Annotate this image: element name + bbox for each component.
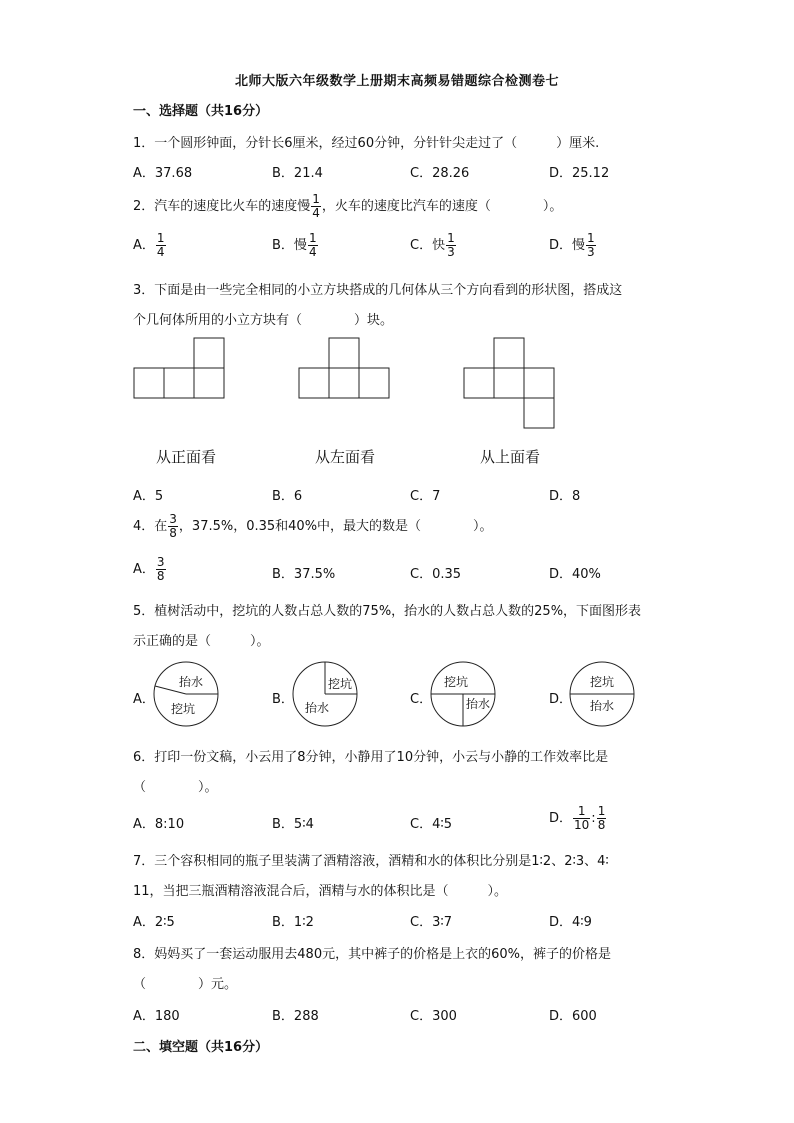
q1-option-b: B．21.4	[272, 166, 323, 181]
pie-c-label-dig: 挖坑	[444, 675, 469, 689]
q5-option-c-letter: C．	[410, 692, 433, 707]
top-view-label: 从上面看	[480, 448, 541, 466]
question-1-stem: 1．一个圆形钟面，分针长6厘米，经过60分钟，分针针尖走过了（ ）厘米.	[133, 136, 600, 151]
q6-option-d-letter: D．	[549, 811, 573, 826]
q2-option-c-den: 3	[447, 245, 455, 259]
q4-option-a-den: 8	[156, 569, 165, 583]
q6-option-d-num2: 1	[597, 804, 606, 818]
q5-option-a-letter: A．	[133, 692, 155, 707]
pie-b-label-dig: 挖坑	[328, 677, 353, 691]
q3-option-b: B．6	[272, 489, 303, 504]
q2-option-a-num: 1	[156, 231, 165, 245]
q2-frac-den: 4	[312, 206, 320, 220]
q7-option-b: B．1∶2	[272, 915, 314, 930]
pie-d-label-dig: 挖坑	[590, 675, 615, 689]
question-8-stem-line1: 8．妈妈买了一套运动服用去480元，其中裤子的价格是上衣的60%，裤子的价格是	[133, 947, 611, 962]
q2-option-c-letter: C．	[410, 238, 433, 253]
q8-option-c: C．300	[410, 1009, 457, 1024]
q6-option-c: C．4∶5	[410, 817, 453, 832]
q3-option-d: D．8	[549, 489, 581, 504]
pie-option-d	[570, 662, 634, 726]
q2-option-a-letter: A．	[133, 238, 155, 253]
q4-frac-num: 3	[169, 512, 177, 526]
q6-option-d-den1: 10	[574, 818, 590, 832]
question-6-stem-line2: （ ）。	[133, 780, 218, 795]
q2-option-b-prefix: 慢	[293, 238, 307, 253]
left-view-label: 从左面看	[315, 448, 376, 466]
q2-option-d-num: 1	[587, 231, 595, 245]
q2-frac-num: 1	[312, 192, 320, 206]
q3-option-c: C．7	[410, 489, 441, 504]
q1-option-d: D．25.12	[549, 166, 610, 181]
question-7-stem-line1: 7．三个容积相同的瓶子里装满了酒精溶液，酒精和水的体积比分别是1∶2、2∶3、4∶	[133, 854, 609, 869]
pie-a-label-carry: 抬水	[179, 675, 204, 689]
q2-option-b-num: 1	[308, 231, 317, 245]
q2-stem-part-b: ，火车的速度比汽车的速度（ ）。	[321, 199, 563, 214]
question-5-stem-line1: 5．植树活动中，挖坑的人数占总人数的75%，抬水的人数占总人数的25%，下面图形表	[133, 604, 642, 619]
question-8-stem-line2: （ ）元。	[133, 977, 238, 992]
pie-option-c	[431, 662, 495, 726]
question-7-stem-line2: 11，当把三瓶酒精溶液混合后，酒精与水的体积比是（ ）。	[133, 884, 508, 899]
q2-stem-part-a: 2．汽车的速度比火车的速度慢	[133, 199, 311, 214]
q4-option-c: C．0.35	[410, 567, 462, 582]
q4-option-a-letter: A．	[133, 562, 155, 577]
q4-stem-part-a: 4．在	[133, 519, 168, 534]
q6-option-d-den2: 8	[597, 818, 606, 832]
q7-option-a: A．2∶5	[133, 915, 175, 930]
q5-option-b-letter: B．	[272, 692, 294, 707]
pie-b-label-carry: 抬水	[305, 701, 330, 715]
q7-option-c: C．3∶7	[410, 915, 453, 930]
q5-option-d-letter: D．	[549, 692, 573, 707]
q2-option-c-num: 1	[447, 231, 455, 245]
q4-frac-den: 8	[169, 526, 177, 540]
front-view-label: 从正面看	[156, 448, 217, 466]
q6-option-d-fraction-1	[573, 805, 590, 832]
q4-stem-part-b: ，37.5%，0.35和40%中，最大的数是（ ）。	[178, 519, 493, 534]
pie-option-b	[293, 662, 357, 726]
q6-option-d	[549, 805, 607, 832]
pie-option-a	[154, 662, 218, 726]
q2-option-b-letter: B．	[272, 238, 294, 253]
pie-c-label-carry: 抬水	[466, 697, 491, 711]
q2-option-a-den: 4	[156, 245, 165, 259]
q6-option-a: A．8:10	[133, 817, 185, 832]
question-3-stem-line2: 个几何体所用的小立方块有（ ）块。	[133, 313, 394, 328]
question-3-stem-line1: 3．下面是由一些完全相同的小立方块搭成的几何体从三个方向看到的形状图，搭成这	[133, 283, 623, 298]
q7-option-d: D．4∶9	[549, 915, 592, 930]
question-6-stem-line1: 6．打印一份文稿，小云用了8分钟，小静用了10分钟，小云与小静的工作效率比是	[133, 750, 609, 765]
q8-option-b: B．288	[272, 1009, 319, 1024]
q6-option-d-fraction-2	[597, 805, 607, 832]
pie-d-label-carry: 抬水	[590, 699, 615, 713]
q1-option-c: C．28.26	[410, 166, 470, 181]
q4-option-b: B．37.5%	[272, 567, 336, 582]
pie-a-label-dig: 挖坑	[171, 702, 196, 716]
q2-option-d-letter: D．	[549, 238, 573, 253]
q6-option-d-num1: 1	[573, 805, 590, 819]
q4-option-a-num: 3	[156, 555, 165, 569]
q8-option-d: D．600	[549, 1009, 597, 1024]
section-heading-choice: 一、选择题（共16分）	[133, 104, 269, 119]
section-heading-fill-blank: 二、填空题（共16分）	[133, 1040, 269, 1055]
q2-option-c-prefix: 快	[432, 238, 446, 253]
q2-option-d-prefix: 慢	[572, 238, 586, 253]
q2-option-b-den: 4	[308, 245, 317, 259]
q6-option-b: B．5∶4	[272, 817, 314, 832]
q4-option-d: D．40%	[549, 567, 601, 582]
q2-option-d-den: 3	[587, 245, 595, 259]
q1-option-a: A．37.68	[133, 166, 193, 181]
q6-option-d-sep: :	[591, 811, 596, 826]
page-title: 北师大版六年级数学上册期末高频易错题综合检测卷七	[234, 74, 559, 89]
q3-option-a: A．5	[133, 489, 164, 504]
q8-option-a: A．180	[133, 1009, 180, 1024]
question-5-stem-line2: 示正确的是（ ）。	[133, 634, 270, 649]
